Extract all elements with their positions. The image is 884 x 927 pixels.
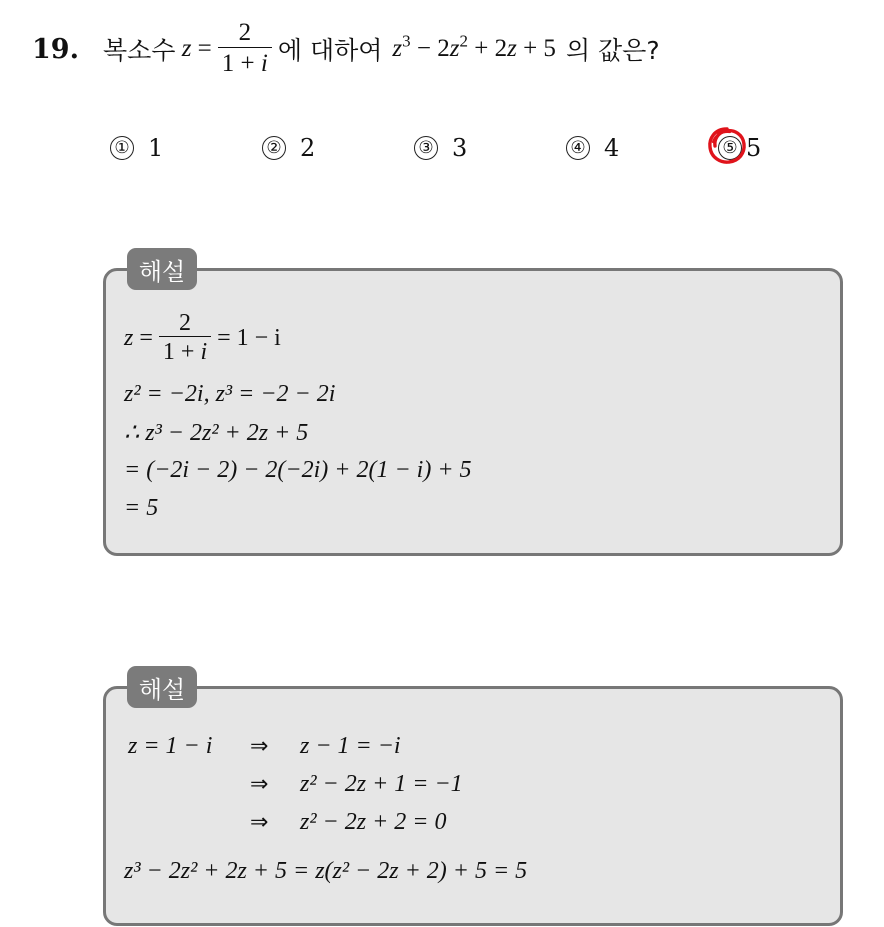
- choice-label: 3: [452, 134, 468, 162]
- choice-label: 1: [148, 134, 164, 162]
- implies-arrow-icon: ⇒: [250, 809, 269, 835]
- choice-3[interactable]: [414, 134, 467, 162]
- choice-number-icon: ⑤: [718, 136, 742, 160]
- question-fraction: $\frac{2}{1 + i}$: [218, 19, 272, 78]
- solution1-fraction: $\frac{2}{1 + i}$: [159, 310, 211, 367]
- solution1-line5: = 5: [124, 494, 159, 521]
- question-text-before: 복소수: [102, 36, 176, 65]
- choice-1[interactable]: [110, 134, 163, 162]
- question-line: [32, 14, 660, 84]
- choice-label: 2: [300, 134, 316, 162]
- solution1-line4: = (−2i − 2) − 2(−2i) + 2(1 − i) + 5: [124, 456, 472, 483]
- choice-number-icon: ②: [262, 136, 286, 160]
- question-formula-z: z =: [175, 35, 212, 62]
- implies-arrow-icon: ⇒: [250, 733, 269, 759]
- question-text-mid: 에 대하여: [277, 36, 383, 65]
- choice-number-icon: ③: [414, 136, 438, 160]
- choice-label: 4: [604, 134, 620, 162]
- question-text-after: 의 값은?: [565, 36, 660, 65]
- solution-tag-1: 해설: [127, 248, 197, 290]
- solution2-line3-rhs: z² − 2z + 2 = 0: [300, 808, 447, 835]
- solution-panel-2: [103, 686, 843, 926]
- question-number: 19.: [32, 33, 79, 65]
- implies-arrow-icon: ⇒: [250, 771, 269, 797]
- choice-number-icon: ①: [110, 136, 134, 160]
- solution1-line3: ∴ z³ − 2z² + 2z + 5: [124, 419, 309, 446]
- solution2-line2-rhs: z² − 2z + 1 = −1: [300, 770, 463, 797]
- solution-tag-2: 해설: [127, 666, 197, 708]
- solution2-line1-lhs: z = 1 − i: [128, 732, 213, 759]
- solution1-line1: z = $\frac{2}{1 + i}$ = 1 − i: [124, 309, 281, 365]
- choice-number-icon: ④: [566, 136, 590, 160]
- answer-choices: [0, 128, 884, 172]
- choice-4[interactable]: [566, 134, 619, 162]
- red-circle-mark-icon: [706, 125, 748, 167]
- solution2-line1-rhs: z − 1 = −i: [300, 732, 401, 759]
- choice-2[interactable]: [262, 134, 315, 162]
- solution2-line4: z³ − 2z² + 2z + 5 = z(z² − 2z + 2) + 5 = 5: [124, 857, 528, 884]
- choice-5[interactable]: [718, 134, 761, 162]
- question-expression: $z^3 - 2z^2 + 2z + 5$: [392, 31, 556, 62]
- choice-label: 5: [746, 134, 762, 162]
- solution1-line2: z² = −2i, z³ = −2 − 2i: [124, 380, 336, 407]
